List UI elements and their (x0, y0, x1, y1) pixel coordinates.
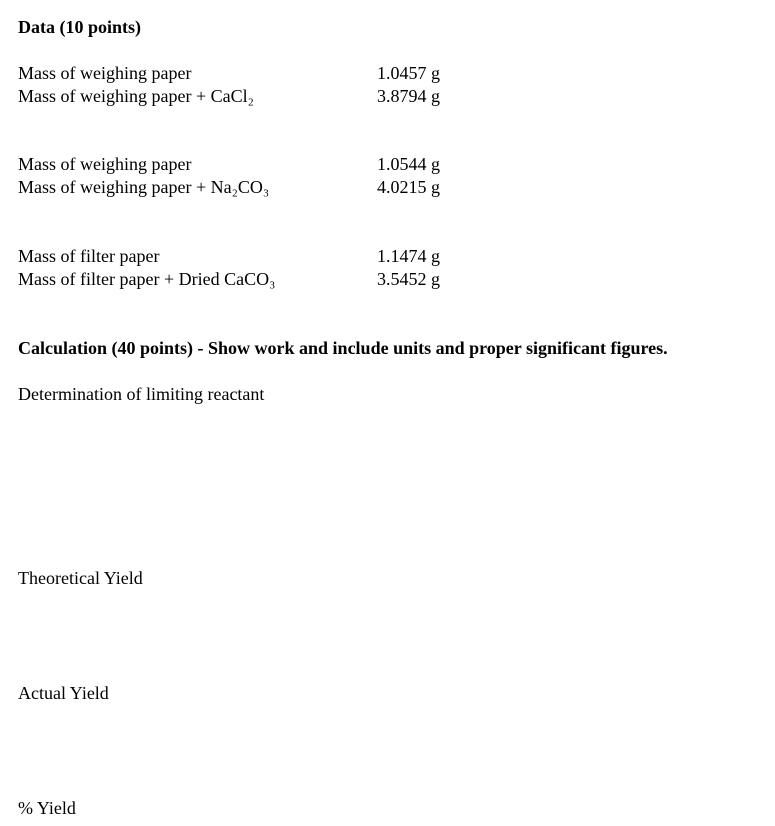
data-row-value: 3.5452 g (377, 269, 440, 289)
data-row-label: Mass of filter paper (18, 246, 160, 266)
calculation-item-theoretical-yield: Theoretical Yield (18, 568, 143, 588)
data-row-value: 3.8794 g (377, 86, 440, 106)
data-row-label: Mass of filter paper + Dried CaCO₃ (18, 269, 276, 289)
data-row-value: 1.0544 g (377, 154, 440, 174)
data-row-value: 1.1474 g (377, 246, 440, 266)
calculation-item-actual-yield: Actual Yield (18, 683, 109, 703)
data-row-label: Mass of weighing paper + Na₂CO₃ (18, 177, 270, 197)
data-heading: Data (10 points) (18, 17, 142, 37)
data-row-value: 1.0457 g (377, 63, 440, 83)
calculation-item-limiting-reactant: Determination of limiting reactant (18, 384, 265, 404)
data-row-label: Mass of weighing paper + CaCl₂ (18, 86, 254, 106)
calculation-heading: Calculation (40 points) - Show work and include units and proper significant figures. (18, 338, 668, 358)
data-row-label: Mass of weighing paper (18, 63, 192, 83)
data-row-value: 4.0215 g (377, 177, 440, 197)
calculation-item-percent-yield: % Yield (18, 798, 76, 818)
data-row-label: Mass of weighing paper (18, 154, 192, 174)
